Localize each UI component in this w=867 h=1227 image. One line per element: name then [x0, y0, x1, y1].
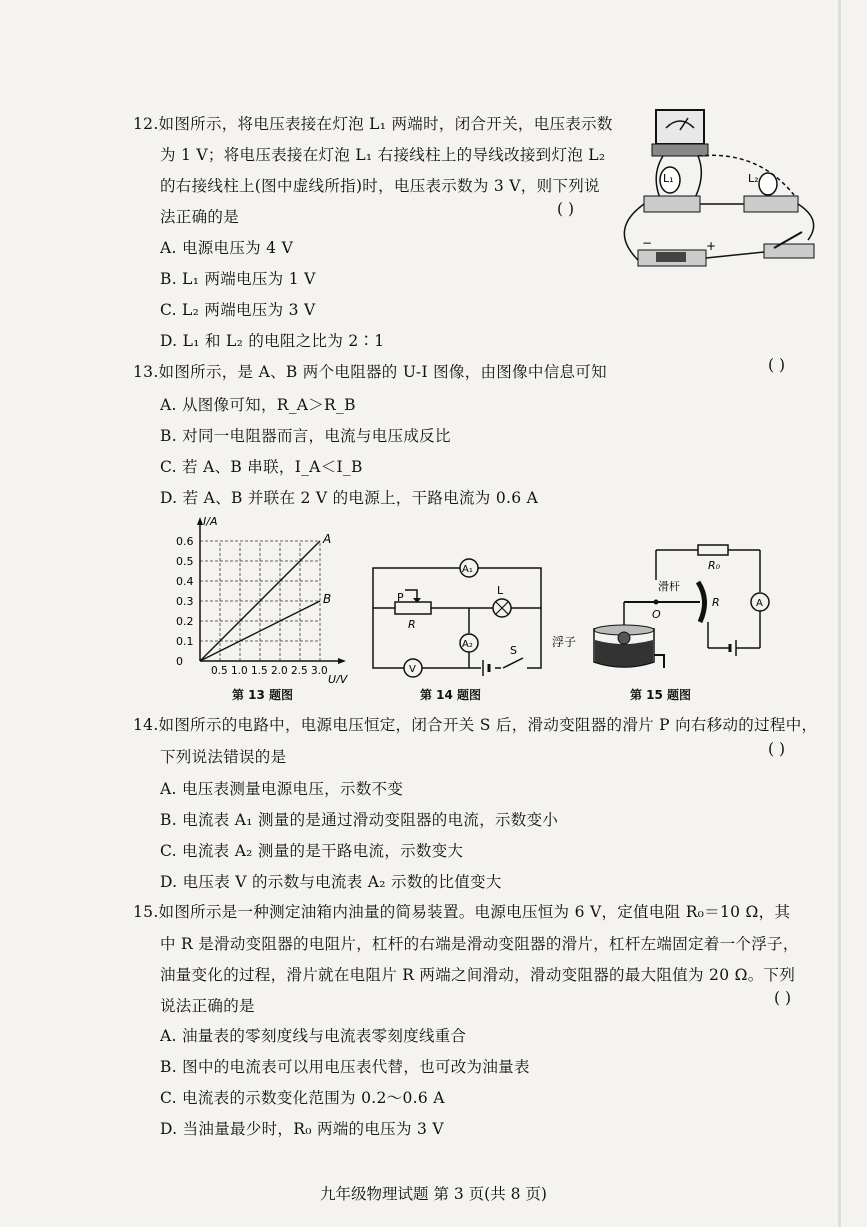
q12-option-d: D. L₁ 和 L₂ 的电阻之比为 2∶1 — [160, 332, 385, 350]
p-label: P — [397, 591, 404, 604]
battery — [638, 250, 706, 266]
q12-figure — [608, 100, 826, 272]
minus-label: − — [642, 236, 653, 250]
y-tick-label: 0.5 — [176, 555, 194, 568]
q13-line: 13.如图所示，是 A、B 两个电阻器的 U-I 图像，由图像中信息可知 — [133, 363, 607, 381]
fig15-caption: 第 15 题图 — [630, 688, 692, 702]
a1-label: A₁ — [462, 564, 473, 575]
y-tick-label: 0.4 — [176, 575, 194, 588]
resistor-r0 — [698, 545, 728, 555]
x-tick-label: 2.0 — [271, 665, 288, 677]
float-label: 浮子 — [552, 635, 577, 649]
q13-option-d: D. 若 A、B 并联在 2 V 的电源上，干路电流为 0.6 A — [160, 489, 539, 507]
x-tick-label: 1.5 — [251, 665, 268, 677]
q15-line-2: 中 R 是滑动变阻器的电阻片，杠杆的右端是滑动变阻器的滑片，杠杆左端固定着一个浮子， — [160, 935, 799, 953]
x-axis-label: U/V — [328, 673, 348, 683]
y-axis-label: I/A — [203, 515, 218, 528]
q13-option-a: A. 从图像可知，R_A＞R_B — [160, 396, 356, 414]
s-label: S — [510, 644, 517, 657]
lever-label: 滑杆 — [658, 580, 680, 593]
l-label: L — [497, 584, 504, 597]
q13-option-b: B. 对同一电阻器而言，电流与电压成反比 — [160, 427, 451, 445]
fig14-caption: 第 14 题图 — [420, 688, 482, 702]
o-label: O — [652, 608, 661, 621]
q12-line-4: 法正确的是 — [160, 208, 240, 226]
r-label-15: R — [712, 596, 720, 609]
l2-label: L₂ — [748, 172, 759, 185]
fig13-caption: 第 13 题图 — [232, 688, 294, 702]
q15-option-d: D. 当油量最少时，R₀ 两端的电压为 3 V — [160, 1120, 444, 1138]
x-tick-label: 1.0 — [231, 665, 248, 677]
q15-option-b: B. 图中的电流表可以用电压表代替，也可改为油量表 — [160, 1058, 530, 1076]
series-label-B: B — [323, 592, 332, 606]
voltmeter — [652, 110, 708, 156]
plus-label: + — [706, 239, 717, 253]
float — [618, 632, 630, 644]
q13-option-c: C. 若 A、B 串联，I_A＜I_B — [160, 458, 363, 476]
l1-label: L₁ — [663, 172, 674, 185]
q13-answer-paren: ( ) — [768, 356, 786, 374]
q15-line-4: 说法正确的是 — [160, 997, 255, 1015]
q12-line-2: 为 1 V；将电压表接在灯泡 L₁ 右接线柱上的导线改接到灯泡 L₂ — [160, 146, 606, 164]
page-footer: 九年级物理试题 第 3 页(共 8 页) — [320, 1185, 547, 1203]
q12-answer-paren: ( ) — [557, 200, 575, 218]
q14-option-c: C. 电流表 A₂ 测量的是干路电流，示数变大 — [160, 842, 464, 860]
q12-line-3: 的右接线柱上(图中虚线所指)时，电压表示数为 3 V，则下列说 — [160, 177, 600, 195]
q14-line-1: 14.如图所示的电路中，电源电压恒定，闭合开关 S 后，滑动变阻器的滑片 P 向右移动的过程中， — [133, 716, 818, 734]
q12-option-b: B. L₁ 两端电压为 1 V — [160, 270, 316, 288]
series-label-A: A — [323, 532, 332, 546]
q15-oil-gauge-figure — [548, 540, 778, 680]
x-tick-label: 3.0 — [311, 665, 328, 677]
q12-option-a: A. 电源电压为 4 V — [160, 239, 294, 257]
x-tick-label: 0.5 — [211, 665, 228, 677]
a-label: A — [756, 598, 763, 609]
q12-line-1: 12.如图所示，将电压表接在灯泡 L₁ 两端时，闭合开关，电压表示数 — [133, 115, 613, 133]
q12-option-c: C. L₂ 两端电压为 3 V — [160, 301, 316, 319]
q14-option-d: D. 电压表 V 的示数与电流表 A₂ 示数的比值变大 — [160, 873, 502, 891]
x-tick-label: 2.5 — [291, 665, 308, 677]
q14-line-2: 下列说法错误的是 — [160, 748, 287, 766]
y-tick-label: 0.1 — [176, 635, 194, 648]
q14-circuit-figure — [365, 548, 550, 683]
q15-line-1: 15.如图所示是一种测定油箱内油量的简易装置。电源电压恒为 6 V，定值电阻 R₀＝10 Ω，其 — [133, 903, 791, 921]
a2-label: A₂ — [462, 639, 473, 650]
q15-line-3: 油量变化的过程，滑片就在电阻片 R 两端之间滑动，滑动变阻器的最大阻值为 20 Ω。下列 — [160, 966, 796, 984]
y-tick-label: 0.3 — [176, 595, 194, 608]
q15-option-a: A. 油量表的零刻度线与电流表零刻度线重合 — [160, 1027, 467, 1045]
switch — [764, 232, 814, 258]
scan-edge — [838, 0, 841, 1227]
q13-ui-chart — [170, 515, 355, 683]
x-axis-arrow — [338, 658, 346, 664]
y-tick-label: 0 — [176, 655, 183, 668]
q15-option-c: C. 电流表的示数变化范围为 0.2～0.6 A — [160, 1089, 445, 1107]
q15-answer-paren: ( ) — [774, 989, 792, 1007]
q14-option-a: A. 电压表测量电源电压，示数不变 — [160, 780, 404, 798]
y-tick-label: 0.6 — [176, 535, 194, 548]
q14-answer-paren: ( ) — [768, 740, 786, 758]
v-label: V — [409, 664, 416, 675]
y-tick-label: 0.2 — [176, 615, 194, 628]
q14-option-b: B. 电流表 A₁ 测量的是通过滑动变阻器的电流，示数变小 — [160, 811, 559, 829]
r-label: R — [408, 618, 416, 631]
r0-label: R₀ — [708, 559, 721, 572]
